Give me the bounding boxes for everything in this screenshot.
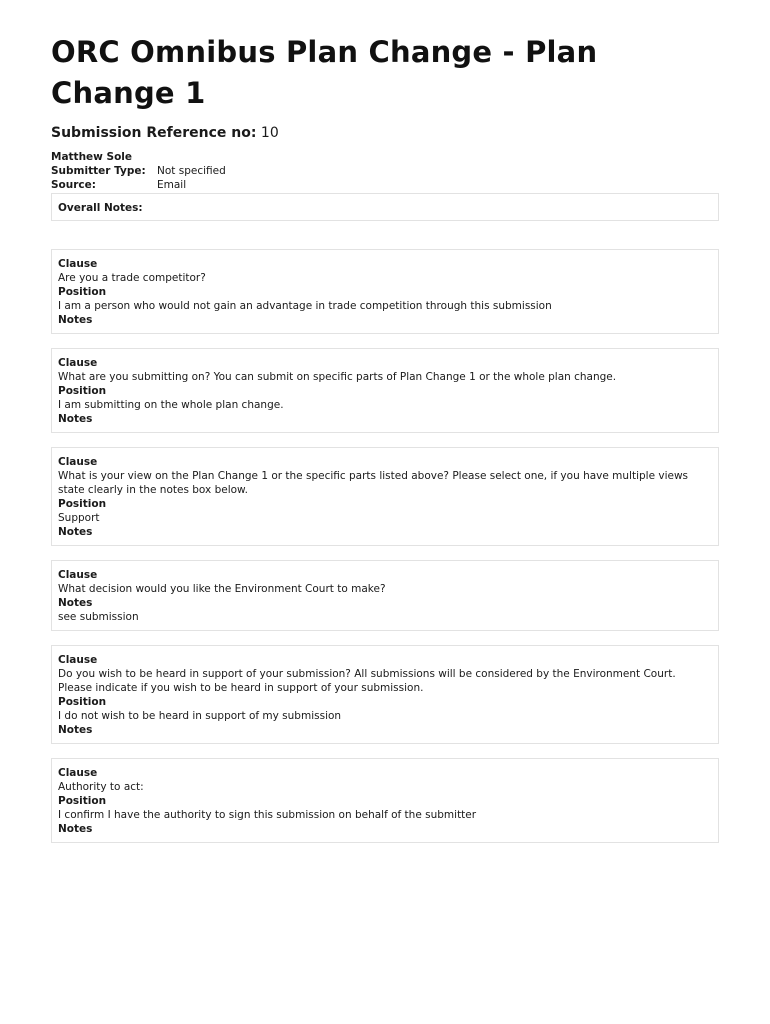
clause-label: Clause: [58, 767, 98, 780]
submission-box: [51, 560, 719, 631]
position-text: I am a person who would not gain an advantage in trade competition through this submission: [58, 300, 552, 313]
notes-label: Notes: [58, 823, 93, 836]
position-label: Position: [58, 385, 107, 398]
clause-text: Do you wish to be heard in support of your submission? All submissions will be considered by the Environment Court. Please indicate if you wish to be heard in support of your submission.: [58, 668, 676, 695]
clause-text: Authority to act:: [58, 781, 144, 794]
overall-notes-box: [51, 193, 719, 221]
submission-box: [51, 645, 719, 744]
clause-label: Clause: [58, 357, 98, 370]
submission-box: [51, 348, 719, 433]
submitter-type-row: [51, 165, 719, 179]
position-text: I confirm I have the authority to sign this submission on behalf of the submitter: [58, 809, 477, 822]
page-title: ORC Omnibus Plan Change - Plan Change 1: [51, 35, 598, 110]
position-text: I do not wish to be heard in support of my submission: [58, 710, 342, 723]
clause-text: Are you a trade competitor?: [58, 272, 206, 285]
position-text: Support: [58, 512, 100, 525]
overall-notes-label: Overall Notes:: [58, 202, 143, 215]
source-value: Email: [157, 178, 187, 191]
position-label: Position: [58, 498, 107, 511]
notes-label: Notes: [58, 724, 93, 737]
notes-label: Notes: [58, 314, 93, 327]
reference-value: 10: [260, 125, 279, 141]
submitter-name: Matthew Sole: [51, 151, 133, 163]
notes-label: Notes: [58, 526, 93, 539]
document-page: [51, 32, 719, 843]
position-label: Position: [58, 795, 107, 808]
submitter-type-value: Not specified: [157, 164, 226, 177]
clause-text: What is your view on the Plan Change 1 or the specific parts listed above? Please select one, if you have multiple views state clearly in the notes box below.: [58, 470, 689, 497]
clause-text: What are you submitting on? You can submit on specific parts of Plan Change 1 or the whole plan change.: [58, 371, 617, 384]
position-label: Position: [58, 696, 107, 709]
notes-label: Notes: [58, 413, 93, 426]
submission-box: [51, 447, 719, 546]
position-text: I am submitting on the whole plan change.: [58, 399, 284, 412]
notes-text: see submission: [58, 611, 139, 624]
notes-label: Notes: [58, 597, 93, 610]
clause-text: What decision would you like the Environment Court to make?: [58, 583, 386, 596]
clause-label: Clause: [58, 258, 98, 271]
submitter-type-label: Submitter Type:: [51, 164, 146, 177]
clause-label: Clause: [58, 569, 98, 582]
reference-label: Submission Reference no:: [51, 125, 257, 141]
clause-label: Clause: [58, 654, 98, 667]
source-label: Source:: [51, 178, 96, 191]
source-row: [51, 179, 719, 193]
submission-box: [51, 249, 719, 334]
submission-reference: [51, 124, 719, 142]
clause-label: Clause: [58, 456, 98, 469]
submitter-details: [51, 151, 719, 192]
position-label: Position: [58, 286, 107, 299]
submission-box: [51, 758, 719, 843]
